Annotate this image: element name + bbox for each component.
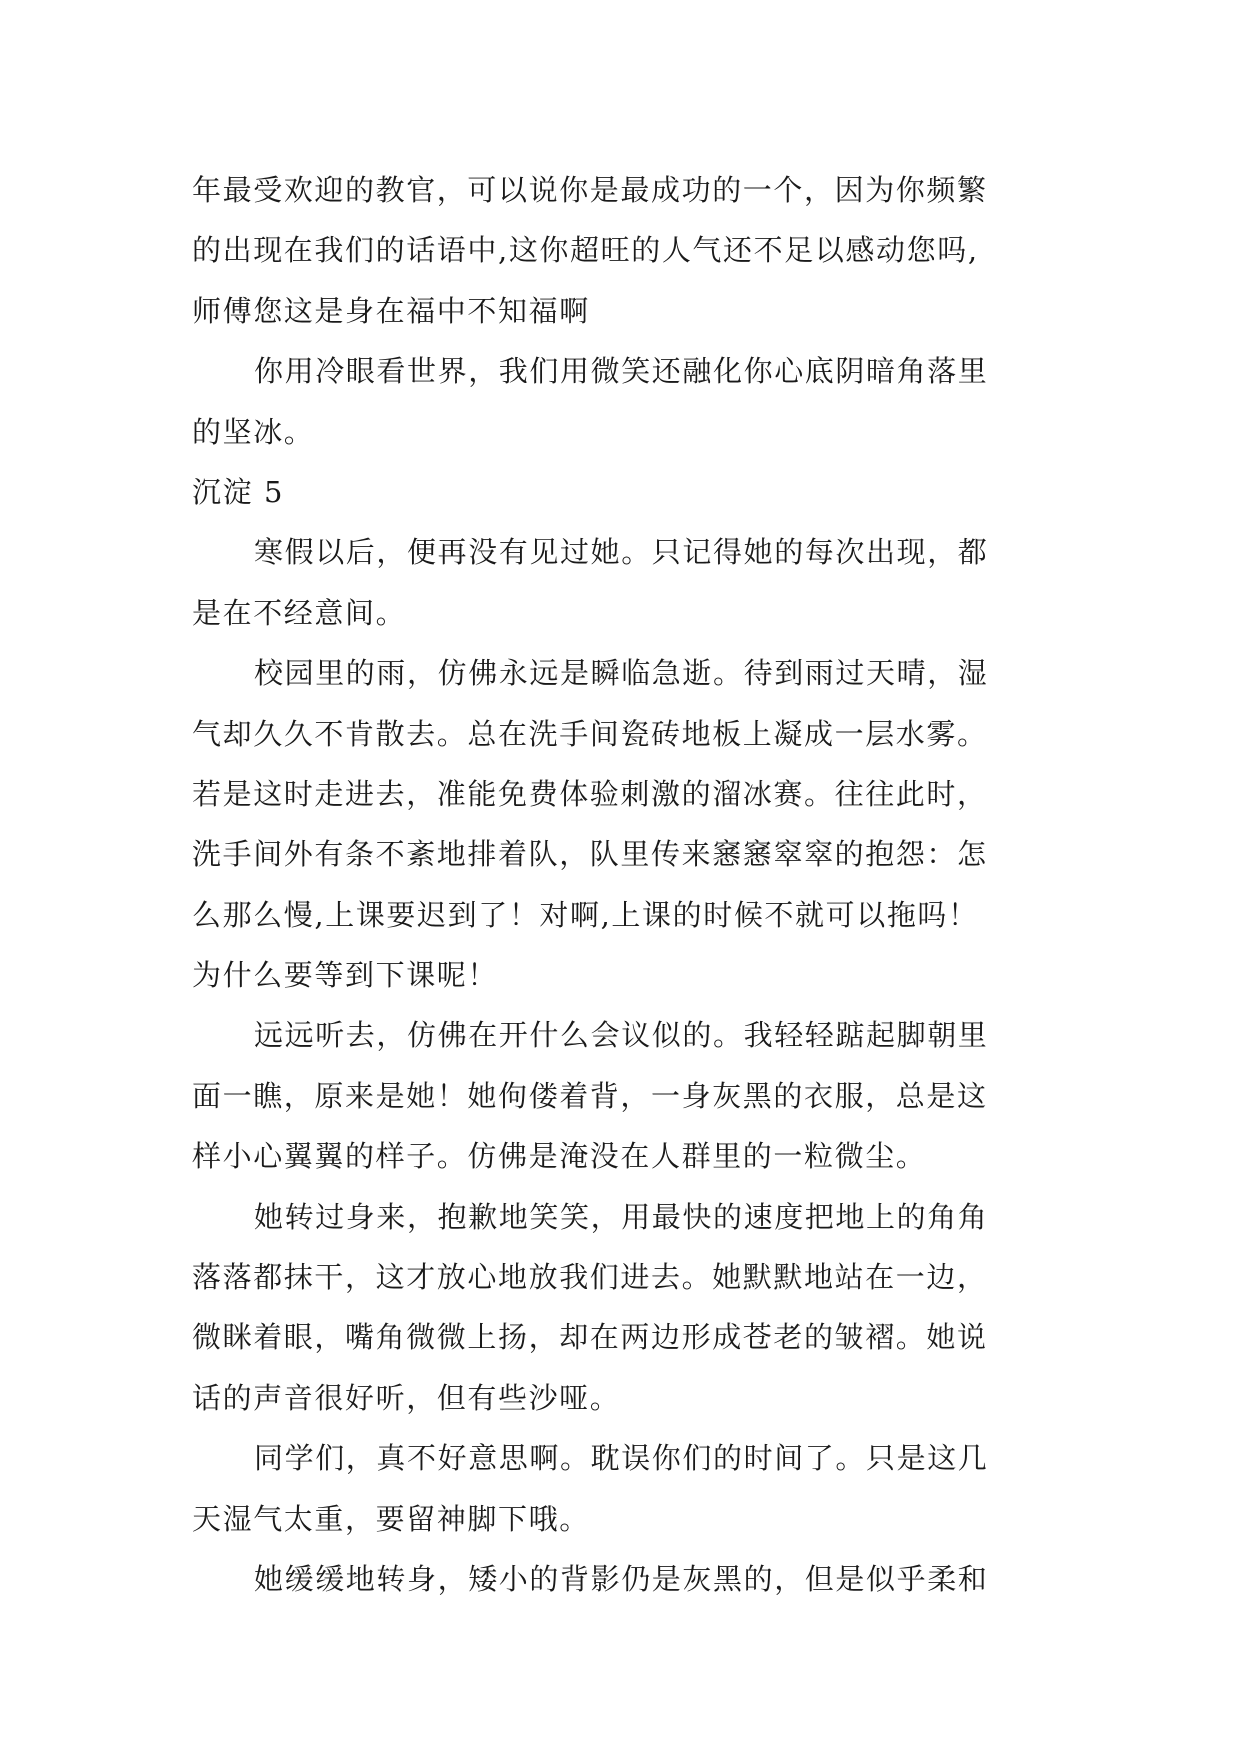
text-line: 落落都抹干，这才放心地放我们进去。她默默地站在一边， xyxy=(192,1260,988,1295)
text-line: 的坚冰。 xyxy=(192,414,315,449)
text-line: 微眯着眼，嘴角微微上扬，却在两边形成苍老的皱褶。她说 xyxy=(192,1320,988,1355)
text-line: 师傅您这是身在福中不知福啊 xyxy=(192,293,590,328)
text-line: 你用冷眼看世界，我们用微笑还融化你心底阴暗角落里 xyxy=(254,354,989,389)
text-line: 年最受欢迎的教官，可以说你是最成功的一个，因为你频繁 xyxy=(192,173,988,207)
text-line: 她缓缓地转身，矮小的背影仍是灰黑的，但是似乎柔和 xyxy=(254,1561,989,1596)
text-line: 她转过身来，抱歉地笑笑，用最快的速度把地上的角角 xyxy=(254,1199,989,1234)
text-line: 洗手间外有条不紊地排着队，队里传来窸窸窣窣的抱怨：怎 xyxy=(192,837,988,872)
body-text xyxy=(192,160,1092,1609)
section-heading: 沉淀 5 xyxy=(192,474,285,509)
text-line: 天湿气太重，要留神脚下哦。 xyxy=(192,1501,590,1536)
text-line: 样小心翼翼的样子。仿佛是淹没在人群里的一粒微尘。 xyxy=(192,1139,927,1174)
text-line: 寒假以后，便再没有见过她。只记得她的每次出现，都 xyxy=(254,535,989,570)
text-line: 话的声音很好听，但有些沙哑。 xyxy=(192,1380,621,1415)
text-line: 么那么慢,上课要迟到了！对啊,上课的时候不就可以拖吗！ xyxy=(192,897,979,932)
text-line: 同学们，真不好意思啊。耽误你们的时间了。只是这几 xyxy=(254,1441,989,1476)
text-line: 为什么要等到下课呢！ xyxy=(192,958,499,993)
text-line: 是在不经意间。 xyxy=(192,595,407,630)
text-line: 面一瞧，原来是她！她佝偻着背，一身灰黑的衣服，总是这 xyxy=(192,1078,988,1113)
text-line: 若是这时走进去，准能免费体验刺激的溜冰赛。往往此时， xyxy=(192,776,988,811)
text-line: 的出现在我们的话语中,这你超旺的人气还不足以感动您吗, xyxy=(192,233,979,268)
text-line: 气却久久不肯散去。总在洗手间瓷砖地板上凝成一层水雾。 xyxy=(192,716,988,751)
text-line: 校园里的雨，仿佛永远是瞬临急逝。待到雨过天晴，湿 xyxy=(254,656,989,691)
text-line: 远远听去，仿佛在开什么会议似的。我轻轻踮起脚朝里 xyxy=(254,1018,989,1053)
